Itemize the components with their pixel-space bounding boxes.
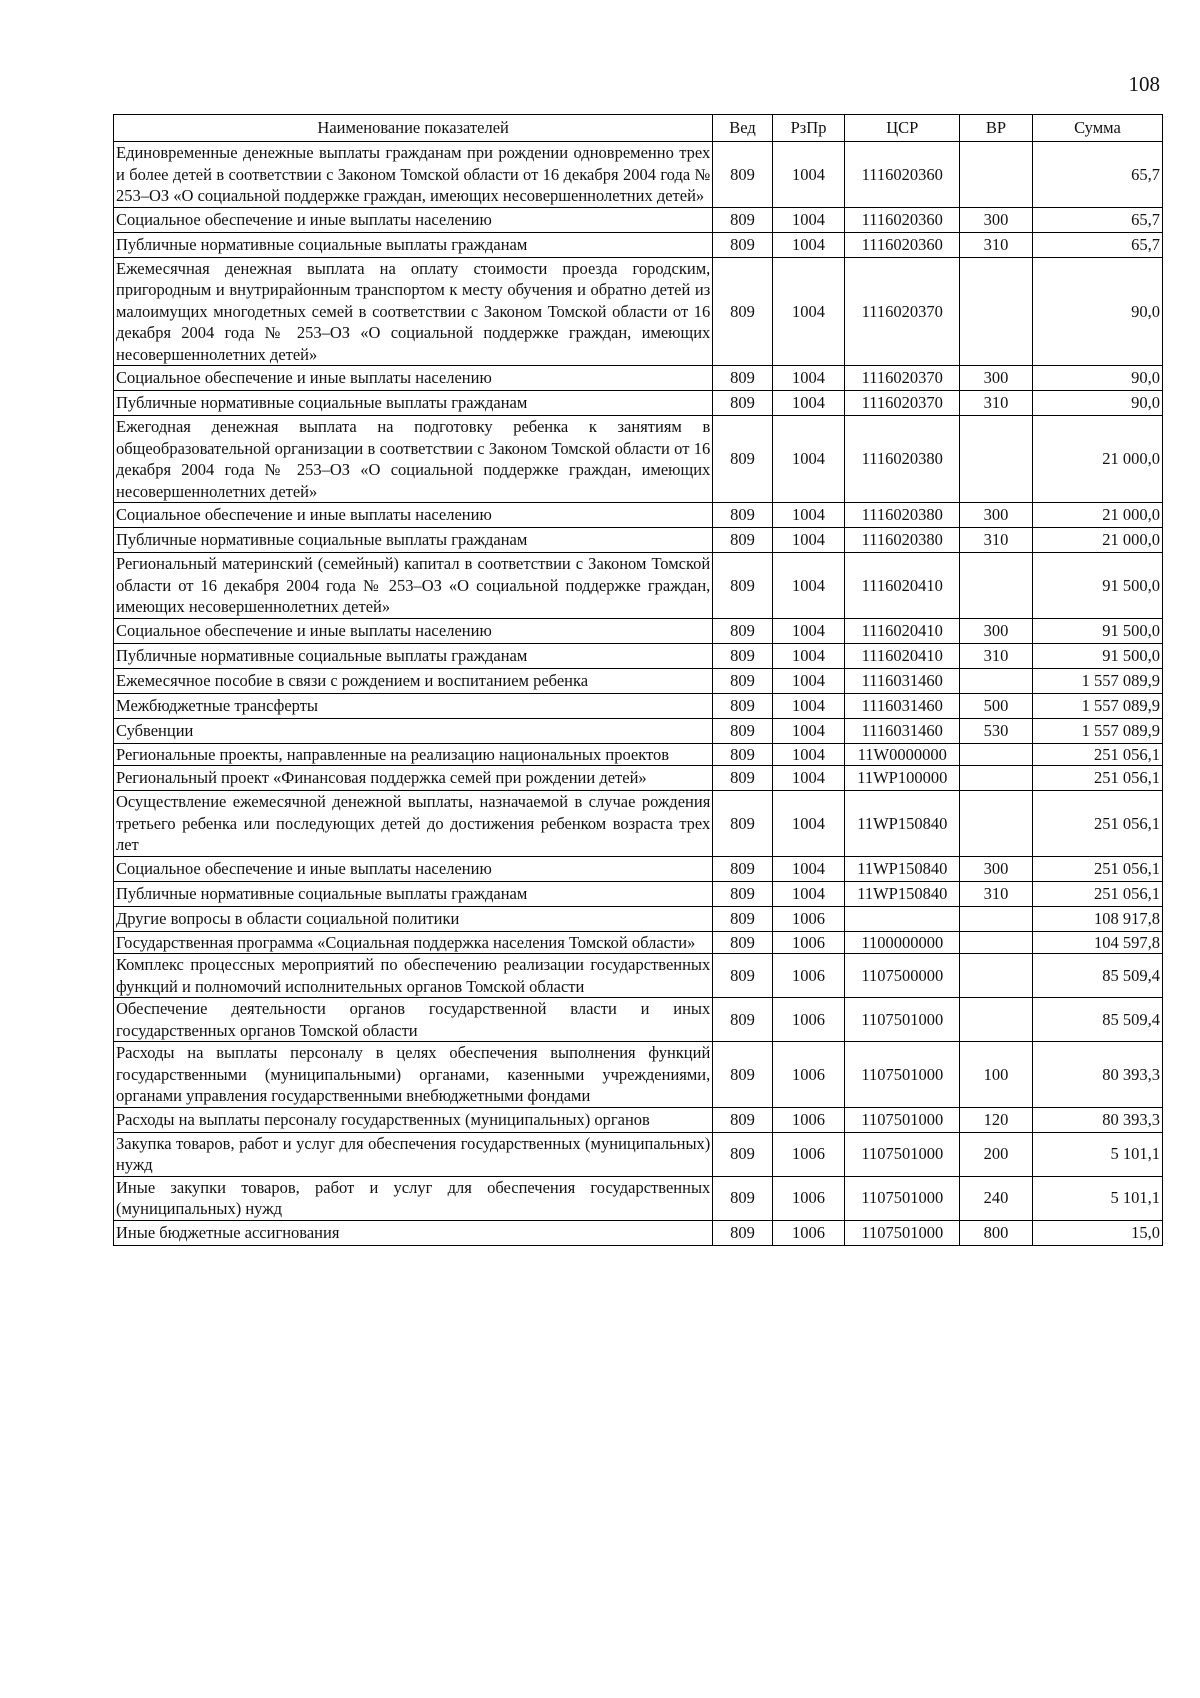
cell-sum: 108 917,8 <box>1032 906 1162 931</box>
cell-vr: 200 <box>960 1132 1033 1176</box>
cell-sum: 85 509,4 <box>1032 954 1162 998</box>
cell-name: Ежемесячная денежная выплата на оплату стоимости проезда городским, пригородным и внутрирайонным транспортом к месту обучения и обратно детей из малоимущих многодетных семей в соответствии с Законом Томской области от 16 декабря 2004 года № 253–ОЗ «О социальной поддержке граждан, имеющих несовершеннолетних детей» <box>114 257 713 366</box>
cell-ved: 809 <box>713 618 772 643</box>
table-row <box>114 668 1163 693</box>
budget-table <box>113 114 1163 1246</box>
cell-csr: 1116020360 <box>845 232 960 257</box>
table-header-row <box>114 115 1163 142</box>
cell-name: Единовременные денежные выплаты гражданам при рождении одновременно трех и более детей в соответствии с Законом Томской области от 16 декабря 2004 года № 253–ОЗ «О социальной поддержке граждан, имеющих несовершеннолетних детей» <box>114 142 713 208</box>
cell-rzpr: 1004 <box>772 142 845 208</box>
cell-ved: 809 <box>713 257 772 366</box>
table-row <box>114 766 1163 791</box>
table-row <box>114 528 1163 553</box>
cell-vr: 310 <box>960 528 1033 553</box>
cell-rzpr: 1004 <box>772 881 845 906</box>
cell-vr: 100 <box>960 1042 1033 1108</box>
cell-name: Осуществление ежемесячной денежной выплаты, назначаемой в случае рождения третьего ребенка или последующих детей до достижения ребенком возраста трех лет <box>114 791 713 857</box>
cell-vr <box>960 766 1033 791</box>
cell-vr: 500 <box>960 693 1033 718</box>
cell-ved: 809 <box>713 856 772 881</box>
cell-vr: 800 <box>960 1220 1033 1245</box>
cell-csr: 1116020370 <box>845 366 960 391</box>
cell-ved: 809 <box>713 1042 772 1108</box>
cell-csr: 1116031460 <box>845 718 960 743</box>
cell-vr: 300 <box>960 503 1033 528</box>
header-sum: Сумма <box>1032 115 1162 142</box>
page-number: 108 <box>1128 72 1160 96</box>
cell-name: Публичные нормативные социальные выплаты гражданам <box>114 881 713 906</box>
table-row <box>114 1042 1163 1108</box>
cell-sum: 251 056,1 <box>1032 856 1162 881</box>
table-row <box>114 693 1163 718</box>
cell-csr: 1100000000 <box>845 931 960 954</box>
cell-sum: 91 500,0 <box>1032 643 1162 668</box>
header-rzpr: РзПр <box>772 115 845 142</box>
table-row <box>114 257 1163 366</box>
cell-ved: 809 <box>713 391 772 416</box>
cell-sum: 65,7 <box>1032 207 1162 232</box>
cell-csr <box>845 906 960 931</box>
cell-rzpr: 1004 <box>772 693 845 718</box>
cell-csr: 1107501000 <box>845 998 960 1042</box>
cell-vr <box>960 142 1033 208</box>
cell-csr: 1116031460 <box>845 693 960 718</box>
cell-vr: 310 <box>960 881 1033 906</box>
cell-ved: 809 <box>713 366 772 391</box>
cell-sum: 90,0 <box>1032 391 1162 416</box>
cell-ved: 809 <box>713 503 772 528</box>
cell-sum: 65,7 <box>1032 232 1162 257</box>
cell-sum: 5 101,1 <box>1032 1132 1162 1176</box>
cell-ved: 809 <box>713 1176 772 1220</box>
cell-name: Иные бюджетные ассигнования <box>114 1220 713 1245</box>
cell-vr: 120 <box>960 1107 1033 1132</box>
cell-ved: 809 <box>713 553 772 619</box>
cell-sum: 1 557 089,9 <box>1032 693 1162 718</box>
cell-csr: 1116020410 <box>845 643 960 668</box>
table-row <box>114 643 1163 668</box>
cell-sum: 85 509,4 <box>1032 998 1162 1042</box>
header-vr: ВР <box>960 115 1033 142</box>
table-row <box>114 791 1163 857</box>
table-row <box>114 881 1163 906</box>
cell-rzpr: 1006 <box>772 1132 845 1176</box>
cell-csr: 1116020410 <box>845 553 960 619</box>
table-row <box>114 618 1163 643</box>
cell-vr <box>960 743 1033 766</box>
cell-vr: 310 <box>960 391 1033 416</box>
cell-name: Региональный проект «Финансовая поддержка семей при рождении детей» <box>114 766 713 791</box>
cell-sum: 251 056,1 <box>1032 766 1162 791</box>
cell-ved: 809 <box>713 766 772 791</box>
cell-csr: 1116020380 <box>845 503 960 528</box>
table-row <box>114 998 1163 1042</box>
cell-vr <box>960 791 1033 857</box>
table-row <box>114 416 1163 503</box>
cell-ved: 809 <box>713 643 772 668</box>
cell-csr: 1107501000 <box>845 1220 960 1245</box>
cell-name: Социальное обеспечение и иные выплаты населению <box>114 856 713 881</box>
cell-sum: 1 557 089,9 <box>1032 718 1162 743</box>
cell-name: Социальное обеспечение и иные выплаты населению <box>114 207 713 232</box>
cell-sum: 90,0 <box>1032 257 1162 366</box>
cell-rzpr: 1004 <box>772 718 845 743</box>
cell-ved: 809 <box>713 1220 772 1245</box>
cell-name: Социальное обеспечение и иные выплаты населению <box>114 503 713 528</box>
header-name: Наименование показателей <box>114 115 713 142</box>
cell-rzpr: 1004 <box>772 503 845 528</box>
table-row <box>114 906 1163 931</box>
cell-name: Публичные нормативные социальные выплаты гражданам <box>114 391 713 416</box>
cell-vr <box>960 998 1033 1042</box>
cell-vr <box>960 416 1033 503</box>
table-row <box>114 1107 1163 1132</box>
cell-name: Ежегодная денежная выплата на подготовку ребенка к занятиям в общеобразовательной организации в соответствии с Законом Томской области от 16 декабря 2004 года № 253–ОЗ «О социальной поддержке граждан, имеющих несовершеннолетних детей» <box>114 416 713 503</box>
cell-vr <box>960 553 1033 619</box>
cell-sum: 21 000,0 <box>1032 528 1162 553</box>
cell-name: Иные закупки товаров, работ и услуг для обеспечения государственных (муниципальных) нужд <box>114 1176 713 1220</box>
cell-rzpr: 1004 <box>772 766 845 791</box>
cell-sum: 80 393,3 <box>1032 1107 1162 1132</box>
cell-rzpr: 1004 <box>772 366 845 391</box>
table-row <box>114 207 1163 232</box>
cell-rzpr: 1006 <box>772 1176 845 1220</box>
cell-vr: 240 <box>960 1176 1033 1220</box>
cell-csr: 11WP150840 <box>845 881 960 906</box>
cell-csr: 11W0000000 <box>845 743 960 766</box>
cell-name: Государственная программа «Социальная поддержка населения Томской области» <box>114 931 713 954</box>
table-row <box>114 1176 1163 1220</box>
cell-name: Публичные нормативные социальные выплаты гражданам <box>114 528 713 553</box>
cell-ved: 809 <box>713 668 772 693</box>
table-row <box>114 1220 1163 1245</box>
cell-rzpr: 1006 <box>772 1220 845 1245</box>
cell-csr: 1116031460 <box>845 668 960 693</box>
cell-rzpr: 1004 <box>772 668 845 693</box>
table-row <box>114 366 1163 391</box>
cell-csr: 11WP150840 <box>845 856 960 881</box>
cell-vr: 300 <box>960 207 1033 232</box>
cell-rzpr: 1004 <box>772 528 845 553</box>
cell-sum: 91 500,0 <box>1032 553 1162 619</box>
cell-ved: 809 <box>713 1132 772 1176</box>
cell-rzpr: 1004 <box>772 791 845 857</box>
cell-csr: 1116020410 <box>845 618 960 643</box>
cell-name: Публичные нормативные социальные выплаты гражданам <box>114 232 713 257</box>
cell-sum: 90,0 <box>1032 366 1162 391</box>
cell-sum: 15,0 <box>1032 1220 1162 1245</box>
cell-csr: 1107501000 <box>845 1042 960 1108</box>
cell-rzpr: 1004 <box>772 856 845 881</box>
cell-vr <box>960 931 1033 954</box>
cell-rzpr: 1006 <box>772 931 845 954</box>
table-row <box>114 931 1163 954</box>
cell-rzpr: 1004 <box>772 643 845 668</box>
cell-name: Комплекс процессных мероприятий по обеспечению реализации государственных функций и полномочий исполнительных органов Томской области <box>114 954 713 998</box>
cell-vr: 530 <box>960 718 1033 743</box>
cell-vr <box>960 668 1033 693</box>
cell-name: Социальное обеспечение и иные выплаты населению <box>114 366 713 391</box>
cell-ved: 809 <box>713 718 772 743</box>
cell-name: Закупка товаров, работ и услуг для обеспечения государственных (муниципальных) нужд <box>114 1132 713 1176</box>
cell-sum: 251 056,1 <box>1032 791 1162 857</box>
cell-sum: 5 101,1 <box>1032 1176 1162 1220</box>
header-csr: ЦСР <box>845 115 960 142</box>
cell-name: Ежемесячное пособие в связи с рождением и воспитанием ребенка <box>114 668 713 693</box>
cell-rzpr: 1004 <box>772 391 845 416</box>
table-body <box>114 142 1163 1246</box>
cell-csr: 11WP150840 <box>845 791 960 857</box>
header-ved: Вед <box>713 115 772 142</box>
cell-rzpr: 1004 <box>772 232 845 257</box>
cell-name: Обеспечение деятельности органов государственной власти и иных государственных органов Томской области <box>114 998 713 1042</box>
cell-ved: 809 <box>713 207 772 232</box>
cell-rzpr: 1006 <box>772 1042 845 1108</box>
table-row <box>114 954 1163 998</box>
cell-vr: 300 <box>960 618 1033 643</box>
table-row <box>114 142 1163 208</box>
cell-vr <box>960 954 1033 998</box>
cell-name: Расходы на выплаты персоналу в целях обеспечения выполнения функций государственными (муниципальными) органами, казенными учреждениями, органами управления государственными внебюджетными фондами <box>114 1042 713 1108</box>
table-row <box>114 503 1163 528</box>
table-row <box>114 856 1163 881</box>
cell-ved: 809 <box>713 232 772 257</box>
cell-rzpr: 1004 <box>772 416 845 503</box>
cell-vr: 300 <box>960 366 1033 391</box>
cell-vr: 310 <box>960 643 1033 668</box>
cell-rzpr: 1004 <box>772 618 845 643</box>
cell-csr: 1116020380 <box>845 416 960 503</box>
cell-name: Региональные проекты, направленные на реализацию национальных проектов <box>114 743 713 766</box>
cell-ved: 809 <box>713 791 772 857</box>
cell-ved: 809 <box>713 743 772 766</box>
cell-rzpr: 1006 <box>772 954 845 998</box>
cell-name: Субвенции <box>114 718 713 743</box>
cell-vr: 300 <box>960 856 1033 881</box>
cell-sum: 80 393,3 <box>1032 1042 1162 1108</box>
cell-ved: 809 <box>713 931 772 954</box>
cell-ved: 809 <box>713 1107 772 1132</box>
cell-ved: 809 <box>713 416 772 503</box>
cell-name: Публичные нормативные социальные выплаты гражданам <box>114 643 713 668</box>
cell-sum: 104 597,8 <box>1032 931 1162 954</box>
cell-sum: 1 557 089,9 <box>1032 668 1162 693</box>
cell-csr: 1116020370 <box>845 257 960 366</box>
table-row <box>114 391 1163 416</box>
table-row <box>114 743 1163 766</box>
cell-sum: 251 056,1 <box>1032 743 1162 766</box>
cell-ved: 809 <box>713 881 772 906</box>
cell-rzpr: 1006 <box>772 906 845 931</box>
cell-vr <box>960 257 1033 366</box>
cell-ved: 809 <box>713 693 772 718</box>
cell-csr: 1107500000 <box>845 954 960 998</box>
cell-sum: 21 000,0 <box>1032 416 1162 503</box>
table-row <box>114 718 1163 743</box>
cell-ved: 809 <box>713 528 772 553</box>
cell-sum: 251 056,1 <box>1032 881 1162 906</box>
cell-name: Социальное обеспечение и иные выплаты населению <box>114 618 713 643</box>
cell-ved: 809 <box>713 906 772 931</box>
cell-rzpr: 1004 <box>772 207 845 232</box>
cell-name: Региональный материнский (семейный) капитал в соответствии с Законом Томской области от 16 декабря 2004 года № 253–ОЗ «О социальной поддержке граждан, имеющих несовершеннолетних детей» <box>114 553 713 619</box>
cell-rzpr: 1004 <box>772 743 845 766</box>
cell-csr: 1116020380 <box>845 528 960 553</box>
cell-rzpr: 1006 <box>772 1107 845 1132</box>
cell-name: Другие вопросы в области социальной политики <box>114 906 713 931</box>
cell-rzpr: 1004 <box>772 553 845 619</box>
cell-csr: 1107501000 <box>845 1132 960 1176</box>
cell-sum: 65,7 <box>1032 142 1162 208</box>
cell-vr <box>960 906 1033 931</box>
cell-rzpr: 1006 <box>772 998 845 1042</box>
cell-sum: 91 500,0 <box>1032 618 1162 643</box>
cell-ved: 809 <box>713 998 772 1042</box>
cell-ved: 809 <box>713 954 772 998</box>
cell-csr: 1116020370 <box>845 391 960 416</box>
cell-ved: 809 <box>713 142 772 208</box>
cell-name: Расходы на выплаты персоналу государственных (муниципальных) органов <box>114 1107 713 1132</box>
table-row <box>114 553 1163 619</box>
table-row <box>114 232 1163 257</box>
cell-name: Межбюджетные трансферты <box>114 693 713 718</box>
cell-rzpr: 1004 <box>772 257 845 366</box>
cell-csr: 1116020360 <box>845 207 960 232</box>
cell-csr: 1116020360 <box>845 142 960 208</box>
cell-csr: 1107501000 <box>845 1176 960 1220</box>
cell-sum: 21 000,0 <box>1032 503 1162 528</box>
table-row <box>114 1132 1163 1176</box>
cell-csr: 11WP100000 <box>845 766 960 791</box>
cell-vr: 310 <box>960 232 1033 257</box>
cell-csr: 1107501000 <box>845 1107 960 1132</box>
